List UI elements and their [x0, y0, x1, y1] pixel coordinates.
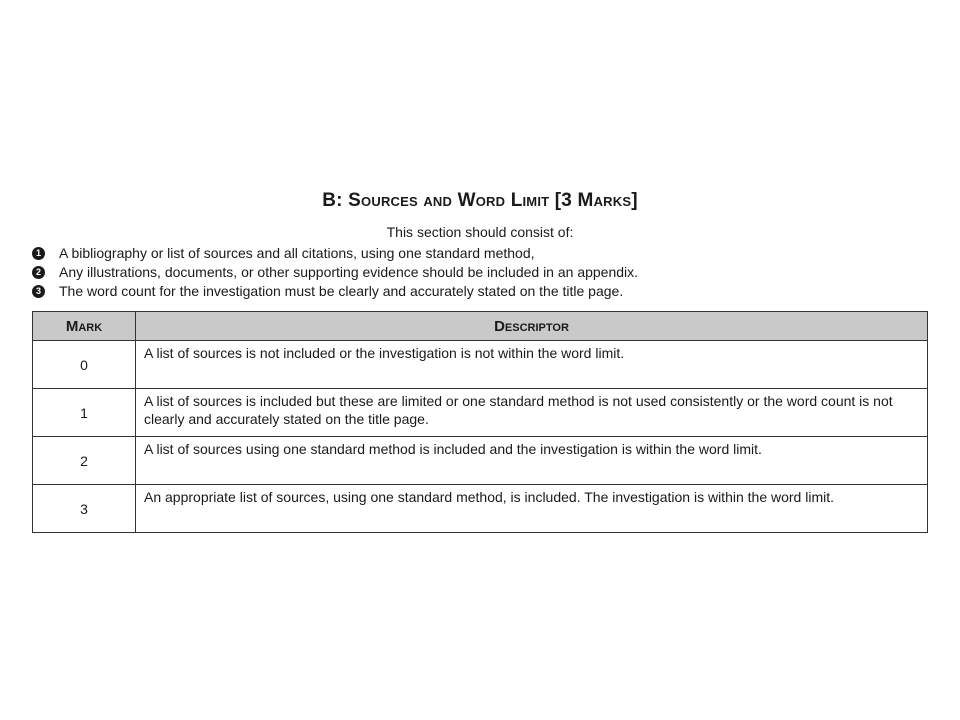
- table-header-row: [33, 312, 928, 341]
- numbered-circle-icon: 2: [32, 266, 45, 279]
- mark-cell: 3: [33, 485, 136, 533]
- list-item: [32, 244, 928, 263]
- descriptor-cell: An appropriate list of sources, using one standard method, is included. The investigation is within the word limit.: [136, 485, 928, 533]
- list-item: [32, 263, 928, 282]
- table-row: [33, 389, 928, 437]
- mark-cell: 1: [33, 389, 136, 437]
- rubric-document: [32, 190, 928, 533]
- mark-column-header: Mark: [33, 312, 136, 341]
- list-item-text: A bibliography or list of sources and all citations, using one standard method,: [59, 245, 535, 261]
- section-title: B: Sources and Word Limit [3 Marks]: [322, 190, 638, 211]
- table-row: [33, 341, 928, 389]
- table-row: [33, 437, 928, 485]
- requirements-list: [32, 244, 928, 301]
- table-row: [33, 485, 928, 533]
- mark-cell: 2: [33, 437, 136, 485]
- list-item-text: Any illustrations, documents, or other supporting evidence should be included in an appendix.: [59, 264, 639, 280]
- numbered-circle-icon: 3: [32, 285, 45, 298]
- descriptor-column-header: Descriptor: [136, 312, 928, 341]
- descriptor-cell: A list of sources using one standard method is included and the investigation is within the word limit.: [136, 437, 928, 485]
- marking-table: [32, 311, 928, 533]
- list-item-text: The word count for the investigation must be clearly and accurately stated on the title page.: [59, 283, 624, 299]
- descriptor-cell: A list of sources is included but these are limited or one standard method is not used consistently or the word count is not clearly and accurately stated on the title page.: [136, 389, 928, 437]
- numbered-circle-icon: 1: [32, 247, 45, 260]
- section-intro: This section should consist of:: [386, 224, 574, 240]
- mark-cell: 0: [33, 341, 136, 389]
- list-item: [32, 282, 928, 301]
- descriptor-cell: A list of sources is not included or the investigation is not within the word limit.: [136, 341, 928, 389]
